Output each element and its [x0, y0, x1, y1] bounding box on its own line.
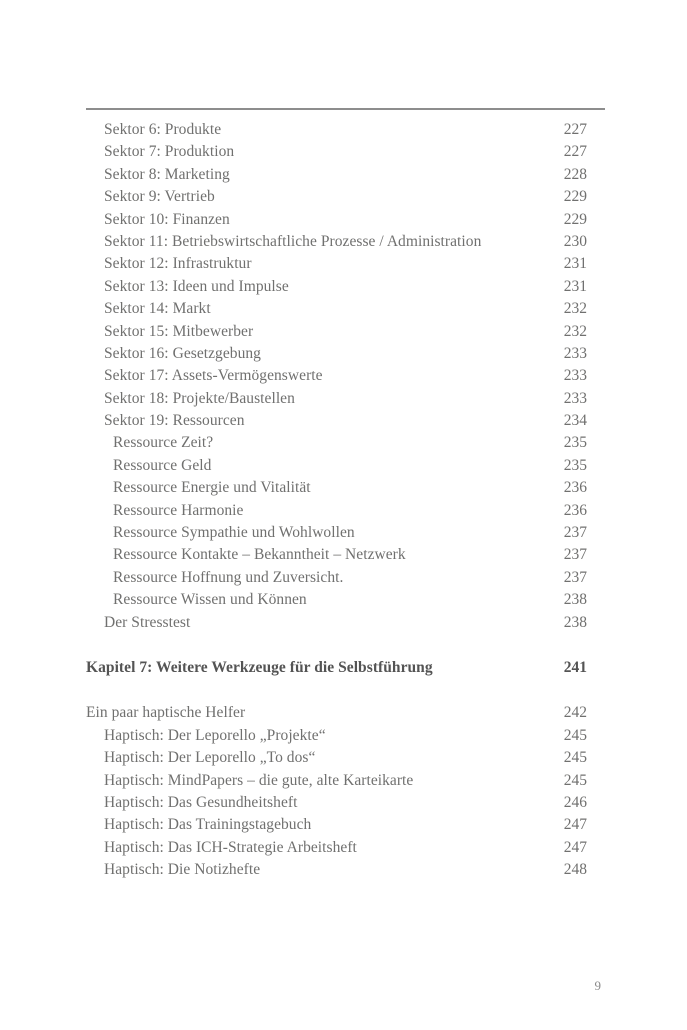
toc-entry-row[interactable]: [86, 725, 587, 747]
toc-entry-row[interactable]: [86, 770, 587, 792]
toc-entry-row[interactable]: [86, 522, 587, 544]
toc-entry-page-number: 236: [563, 501, 587, 519]
toc-entry-page-number: 237: [563, 568, 587, 586]
toc-entry-row[interactable]: [86, 837, 587, 859]
toc-entry-row[interactable]: [86, 859, 587, 881]
toc-entry-label: Sektor 11: Betriebswirtschaftliche Prozesse / Administration: [104, 232, 482, 250]
toc-entry-label: Sektor 13: Ideen und Impulse: [104, 277, 289, 295]
toc-entry-row[interactable]: [86, 321, 587, 343]
toc-entry-label: Sektor 8: Marketing: [104, 165, 230, 183]
toc-entry-page-number: 238: [563, 591, 587, 609]
toc-entry-row[interactable]: [86, 365, 587, 387]
toc-entry-page-number: 234: [563, 412, 587, 430]
toc-entry-label: Der Stresstest: [104, 613, 191, 631]
toc-entry-label: Haptisch: MindPapers – die gute, alte Karteikarte: [104, 771, 414, 789]
toc-entry-page-number: 227: [563, 121, 587, 138]
toc-entry-label: Kapitel 7: Weitere Werkzeuge für die Selbstführung: [86, 658, 433, 676]
toc-entry-label: Sektor 10: Finanzen: [104, 210, 230, 228]
toc-entry-page-number: 232: [563, 322, 587, 340]
toc-entry-row[interactable]: [86, 792, 587, 814]
toc-entry-label: Sektor 17: Assets-Vermögenswerte: [104, 367, 323, 385]
toc-entry-row[interactable]: [86, 231, 587, 253]
toc-entry-row[interactable]: [86, 186, 587, 208]
toc-entry-label: Sektor 18: Projekte/Baustellen: [104, 389, 295, 407]
toc-entry-page-number: 247: [563, 838, 587, 856]
toc-entry-page-number: 233: [563, 367, 587, 385]
toc-entry-page-number: 245: [563, 749, 587, 767]
toc-entry-label: Haptisch: Die Notizhefte: [104, 861, 261, 879]
toc-top-rule: [86, 108, 605, 110]
toc-entry-row[interactable]: [86, 253, 587, 275]
toc-entry-row[interactable]: [86, 612, 587, 634]
toc-entry-row[interactable]: [86, 455, 587, 477]
toc-entry-page-number: 232: [563, 300, 587, 318]
toc-entry-label: Sektor 7: Produktion: [104, 143, 235, 161]
page-folio: 9: [594, 978, 601, 993]
toc-entry-label: Sektor 9: Vertrieb: [104, 188, 215, 206]
toc-entry-page-number: 233: [563, 389, 587, 407]
toc-entry-row[interactable]: [86, 209, 587, 231]
toc-entry-row[interactable]: [86, 500, 587, 522]
toc-entry-page-number: 228: [563, 165, 587, 183]
toc-entry-label: Haptisch: Der Leporello „Projekte“: [104, 726, 326, 744]
toc-entry-label: Sektor 12: Infrastruktur: [104, 255, 252, 273]
toc-entry-label: Ressource Wissen und Können: [113, 591, 307, 609]
toc-entry-page-number: 236: [563, 479, 587, 497]
toc-entry-label: Sektor 19: Ressourcen: [104, 412, 245, 430]
toc-entry-label: Ressource Harmonie: [113, 501, 244, 519]
toc-entry-label: Ressource Energie und Vitalität: [113, 479, 311, 497]
toc-entry-page-number: 247: [563, 816, 587, 834]
toc-entry-label: Ressource Hoffnung und Zuversicht.: [113, 568, 344, 586]
toc-entry-page-number: 235: [563, 456, 587, 474]
toc-entry-label: Ressource Kontakte – Bekanntheit – Netzwerk: [113, 546, 406, 564]
toc-entry-page-number: 242: [563, 704, 587, 722]
toc-entry-row[interactable]: [86, 589, 587, 611]
toc-entry-label: Ressource Sympathie und Wohlwollen: [113, 524, 355, 542]
toc-entry-page-number: 238: [563, 613, 587, 631]
toc-entry-row[interactable]: [86, 814, 587, 836]
toc-entry-page-number: 237: [563, 546, 587, 564]
toc-entry-row[interactable]: [86, 164, 587, 186]
toc-entry-label: Ressource Geld: [113, 456, 212, 474]
toc-entry-row[interactable]: [86, 702, 587, 724]
toc-entry-label: Ein paar haptische Helfer: [86, 704, 246, 722]
toc-entry-page-number: 233: [563, 344, 587, 362]
toc-entry-page-number: 229: [563, 210, 587, 228]
toc-entry-label: Ressource Zeit?: [113, 434, 214, 452]
toc-entry-page-number: 231: [563, 277, 587, 295]
toc-entry-row[interactable]: [86, 567, 587, 589]
toc-entry-page-number: 229: [563, 188, 587, 206]
toc-entry-row[interactable]: [86, 477, 587, 499]
toc-entry-row[interactable]: [86, 388, 587, 410]
toc-entry-page-number: 231: [563, 255, 587, 273]
toc-entry-row[interactable]: [86, 747, 587, 769]
toc-entry-row[interactable]: [86, 544, 587, 566]
toc-entry-label: Haptisch: Das ICH-Strategie Arbeitsheft: [104, 838, 357, 856]
toc-entry-page-number: 245: [563, 726, 587, 744]
toc-entry-page-number: 241: [563, 658, 587, 676]
toc-entry-row[interactable]: [86, 343, 587, 365]
toc-entry-label: Haptisch: Das Gesundheitsheft: [104, 793, 298, 811]
toc-entry-page-number: 246: [563, 793, 587, 811]
toc-entry-label: Haptisch: Das Trainingstagebuch: [104, 816, 312, 834]
toc-entry-page-number: 248: [563, 861, 587, 879]
toc-entry-row[interactable]: [86, 432, 587, 454]
toc-entry-row[interactable]: [86, 276, 587, 298]
toc-entry-page-number: 230: [563, 232, 587, 250]
toc-entry-label: Sektor 6: Produkte: [104, 121, 222, 138]
toc-entry-page-number: 245: [563, 771, 587, 789]
toc-entry-page-number: 237: [563, 524, 587, 542]
toc-entry-row[interactable]: [86, 298, 587, 320]
toc-entry-row[interactable]: [86, 119, 587, 141]
toc-entry-row[interactable]: [86, 410, 587, 432]
toc-entry-page-number: 235: [563, 434, 587, 452]
toc-entry-label: Sektor 14: Markt: [104, 300, 211, 318]
toc-entry-label: Sektor 16: Gesetzgebung: [104, 344, 261, 362]
toc-chapter-row[interactable]: [86, 657, 587, 679]
toc-entry-list: [86, 119, 587, 882]
toc-entry-label: Haptisch: Der Leporello „To dos“: [104, 749, 316, 767]
toc-entry-row[interactable]: [86, 141, 587, 163]
toc-entry-page-number: 227: [563, 143, 587, 161]
toc-entry-label: Sektor 15: Mitbewerber: [104, 322, 254, 340]
